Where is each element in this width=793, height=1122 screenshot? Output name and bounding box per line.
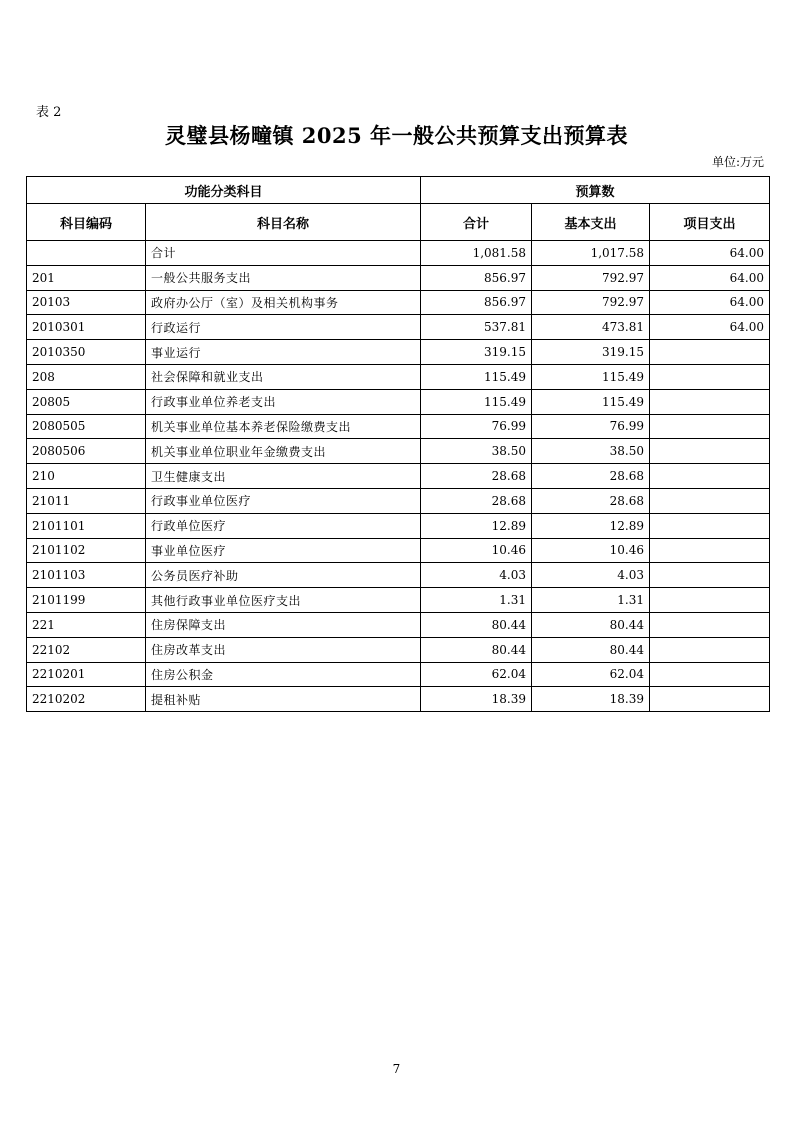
cell-basic: 319.15 — [532, 340, 650, 365]
cell-name: 卫生健康支出 — [146, 464, 421, 489]
cell-project: 64.00 — [650, 290, 770, 315]
table-row — [27, 290, 770, 315]
cell-project: 64.00 — [650, 315, 770, 340]
budget-table — [26, 176, 770, 712]
cell-basic: 1.31 — [532, 588, 650, 613]
table-header-row — [27, 204, 770, 241]
cell-name: 其他行政事业单位医疗支出 — [146, 588, 421, 613]
cell-name: 一般公共服务支出 — [146, 265, 421, 290]
unit-note: 单位:万元 — [711, 155, 764, 169]
cell-project — [650, 364, 770, 389]
cell-basic: 1,017.58 — [532, 241, 650, 266]
cell-basic: 28.68 — [532, 488, 650, 513]
cell-project — [650, 488, 770, 513]
page-number: 7 — [392, 1062, 401, 1076]
cell-basic: 76.99 — [532, 414, 650, 439]
cell-code: 208 — [27, 364, 146, 389]
cell-project — [650, 414, 770, 439]
table-row — [27, 364, 770, 389]
cell-basic: 115.49 — [532, 389, 650, 414]
header-basic: 基本支出 — [532, 204, 650, 241]
header-name: 科目名称 — [146, 204, 421, 241]
cell-total: 1,081.58 — [421, 241, 532, 266]
cell-code: 2101199 — [27, 588, 146, 613]
cell-basic: 792.97 — [532, 290, 650, 315]
cell-total: 28.68 — [421, 464, 532, 489]
cell-code: 210 — [27, 464, 146, 489]
table-label: 表 2 — [36, 105, 62, 120]
cell-name: 行政事业单位医疗 — [146, 488, 421, 513]
cell-name: 事业运行 — [146, 340, 421, 365]
cell-name: 行政运行 — [146, 315, 421, 340]
cell-project — [650, 662, 770, 687]
cell-name: 公务员医疗补助 — [146, 563, 421, 588]
cell-project — [650, 389, 770, 414]
cell-project — [650, 588, 770, 613]
cell-basic: 38.50 — [532, 439, 650, 464]
cell-project — [650, 612, 770, 637]
table-row — [27, 315, 770, 340]
table-row — [27, 563, 770, 588]
cell-name: 机关事业单位基本养老保险缴费支出 — [146, 414, 421, 439]
cell-basic: 792.97 — [532, 265, 650, 290]
cell-project — [650, 637, 770, 662]
table-row — [27, 538, 770, 563]
header-budget-amount: 预算数 — [421, 177, 770, 204]
cell-project: 64.00 — [650, 265, 770, 290]
cell-project — [650, 687, 770, 712]
cell-code: 221 — [27, 612, 146, 637]
cell-total: 18.39 — [421, 687, 532, 712]
cell-total: 80.44 — [421, 637, 532, 662]
table-row — [27, 612, 770, 637]
cell-name: 行政事业单位养老支出 — [146, 389, 421, 414]
cell-total: 38.50 — [421, 439, 532, 464]
header-function-category: 功能分类科目 — [27, 177, 421, 204]
table-row — [27, 662, 770, 687]
cell-project: 64.00 — [650, 241, 770, 266]
cell-basic: 18.39 — [532, 687, 650, 712]
cell-code: 2101101 — [27, 513, 146, 538]
header-total: 合计 — [421, 204, 532, 241]
cell-name: 合计 — [146, 241, 421, 266]
cell-code: 2101103 — [27, 563, 146, 588]
header-project: 项目支出 — [650, 204, 770, 241]
cell-basic: 28.68 — [532, 464, 650, 489]
cell-name: 事业单位医疗 — [146, 538, 421, 563]
cell-basic: 62.04 — [532, 662, 650, 687]
cell-basic: 115.49 — [532, 364, 650, 389]
cell-code: 21011 — [27, 488, 146, 513]
cell-code: 2101102 — [27, 538, 146, 563]
cell-name: 行政单位医疗 — [146, 513, 421, 538]
cell-total: 12.89 — [421, 513, 532, 538]
cell-code: 2210202 — [27, 687, 146, 712]
cell-name: 提租补贴 — [146, 687, 421, 712]
cell-basic: 80.44 — [532, 612, 650, 637]
table-row — [27, 513, 770, 538]
cell-total: 80.44 — [421, 612, 532, 637]
cell-name: 政府办公厅（室）及相关机构事务 — [146, 290, 421, 315]
cell-project — [650, 464, 770, 489]
cell-total: 115.49 — [421, 364, 532, 389]
table-row — [27, 687, 770, 712]
cell-basic: 80.44 — [532, 637, 650, 662]
table-header-group-row — [27, 177, 770, 204]
cell-basic: 4.03 — [532, 563, 650, 588]
cell-code: 20103 — [27, 290, 146, 315]
cell-total: 537.81 — [421, 315, 532, 340]
table-row — [27, 265, 770, 290]
cell-code: 20805 — [27, 389, 146, 414]
cell-name: 住房公积金 — [146, 662, 421, 687]
table-row — [27, 414, 770, 439]
cell-name: 社会保障和就业支出 — [146, 364, 421, 389]
header-code: 科目编码 — [27, 204, 146, 241]
cell-name: 机关事业单位职业年金缴费支出 — [146, 439, 421, 464]
cell-code: 2010350 — [27, 340, 146, 365]
table-row — [27, 464, 770, 489]
cell-project — [650, 513, 770, 538]
cell-total: 28.68 — [421, 488, 532, 513]
page-title: 灵璧县杨疃镇 2025 年一般公共预算支出预算表 — [164, 123, 629, 148]
cell-total: 1.31 — [421, 588, 532, 613]
cell-basic: 12.89 — [532, 513, 650, 538]
cell-basic: 473.81 — [532, 315, 650, 340]
table-row — [27, 439, 770, 464]
cell-total: 76.99 — [421, 414, 532, 439]
cell-code: 2080505 — [27, 414, 146, 439]
table-row — [27, 488, 770, 513]
cell-total: 856.97 — [421, 265, 532, 290]
table-row — [27, 340, 770, 365]
cell-project — [650, 340, 770, 365]
cell-code: 2080506 — [27, 439, 146, 464]
cell-total: 62.04 — [421, 662, 532, 687]
cell-project — [650, 563, 770, 588]
cell-total: 10.46 — [421, 538, 532, 563]
cell-total: 115.49 — [421, 389, 532, 414]
cell-code: 201 — [27, 265, 146, 290]
table-row — [27, 637, 770, 662]
table-row — [27, 588, 770, 613]
cell-total: 4.03 — [421, 563, 532, 588]
cell-name: 住房改革支出 — [146, 637, 421, 662]
cell-total: 319.15 — [421, 340, 532, 365]
table-body — [27, 241, 770, 712]
cell-basic: 10.46 — [532, 538, 650, 563]
cell-code: 2210201 — [27, 662, 146, 687]
cell-name: 住房保障支出 — [146, 612, 421, 637]
cell-code: 22102 — [27, 637, 146, 662]
table-row — [27, 389, 770, 414]
cell-total: 856.97 — [421, 290, 532, 315]
table-row — [27, 241, 770, 266]
cell-project — [650, 538, 770, 563]
cell-code: 2010301 — [27, 315, 146, 340]
cell-project — [650, 439, 770, 464]
cell-code — [27, 241, 146, 266]
